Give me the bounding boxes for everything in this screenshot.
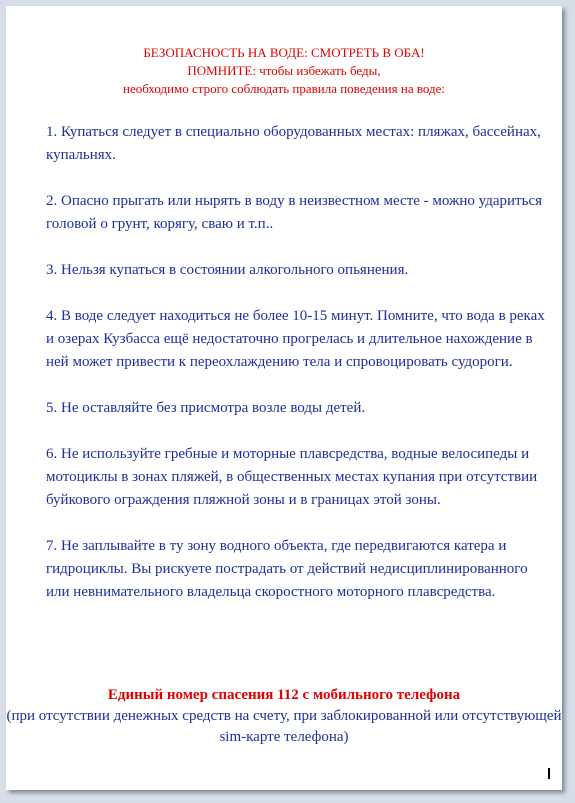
header-instruction: необходимо строго соблюдать правила поведения на воде: <box>122 81 446 96</box>
emergency-note: (при отсутствии денежных средств на счету, при заблокированной или отсутствующей sim-карте телефона) <box>6 708 562 745</box>
document-page <box>6 6 562 790</box>
header-title: БЕЗОПАСНОСТЬ НА ВОДЕ: СМОТРЕТЬ В ОБА! <box>143 45 425 60</box>
rules-list <box>46 121 546 627</box>
text-cursor <box>548 768 550 779</box>
rule-1: 1. Купаться следует в специально оборудованных местах: пляжах, бассейнах, купальнях. <box>46 124 541 163</box>
rule-4: 4. В воде следует находиться не более 10-15 минут. Помните, что вода в реках и озерах Кузбасса ещё недостаточно прогрелась и длительное нахождение в ней может привести к переохлаждению тела и спровоцировать судороги. <box>46 308 545 370</box>
rule-2: 2. Опасно прыгать или нырять в воду в неизвестном месте - можно удариться головой о грунт, корягу, сваю и т.п.. <box>46 193 542 232</box>
header-reminder: ПОМНИТЕ: чтобы избежать беды, <box>187 63 381 78</box>
rule-7: 7. Не заплывайте в ту зону водного объекта, где передвигаются катера и гидроциклы. Вы рискуете пострадать от действий недисциплинированного или невнимательного владельца скоростного моторного плавсредства. <box>46 538 528 600</box>
rule-3: 3. Нельзя купаться в состоянии алкогольного опьянения. <box>46 262 409 278</box>
emergency-footer <box>6 685 562 748</box>
safety-header <box>6 44 562 98</box>
rule-5: 5. Не оставляйте без присмотра возле воды детей. <box>46 400 366 416</box>
rule-6: 6. Не используйте гребные и моторные плавсредства, водные велосипеды и мотоциклы в зонах пляжей, в общественных местах купания при отсутствии буйкового ограждения пляжной зоны и в границах этой зоны. <box>46 446 538 508</box>
emergency-number: Единый номер спасения 112 с мобильного телефона <box>107 687 461 703</box>
